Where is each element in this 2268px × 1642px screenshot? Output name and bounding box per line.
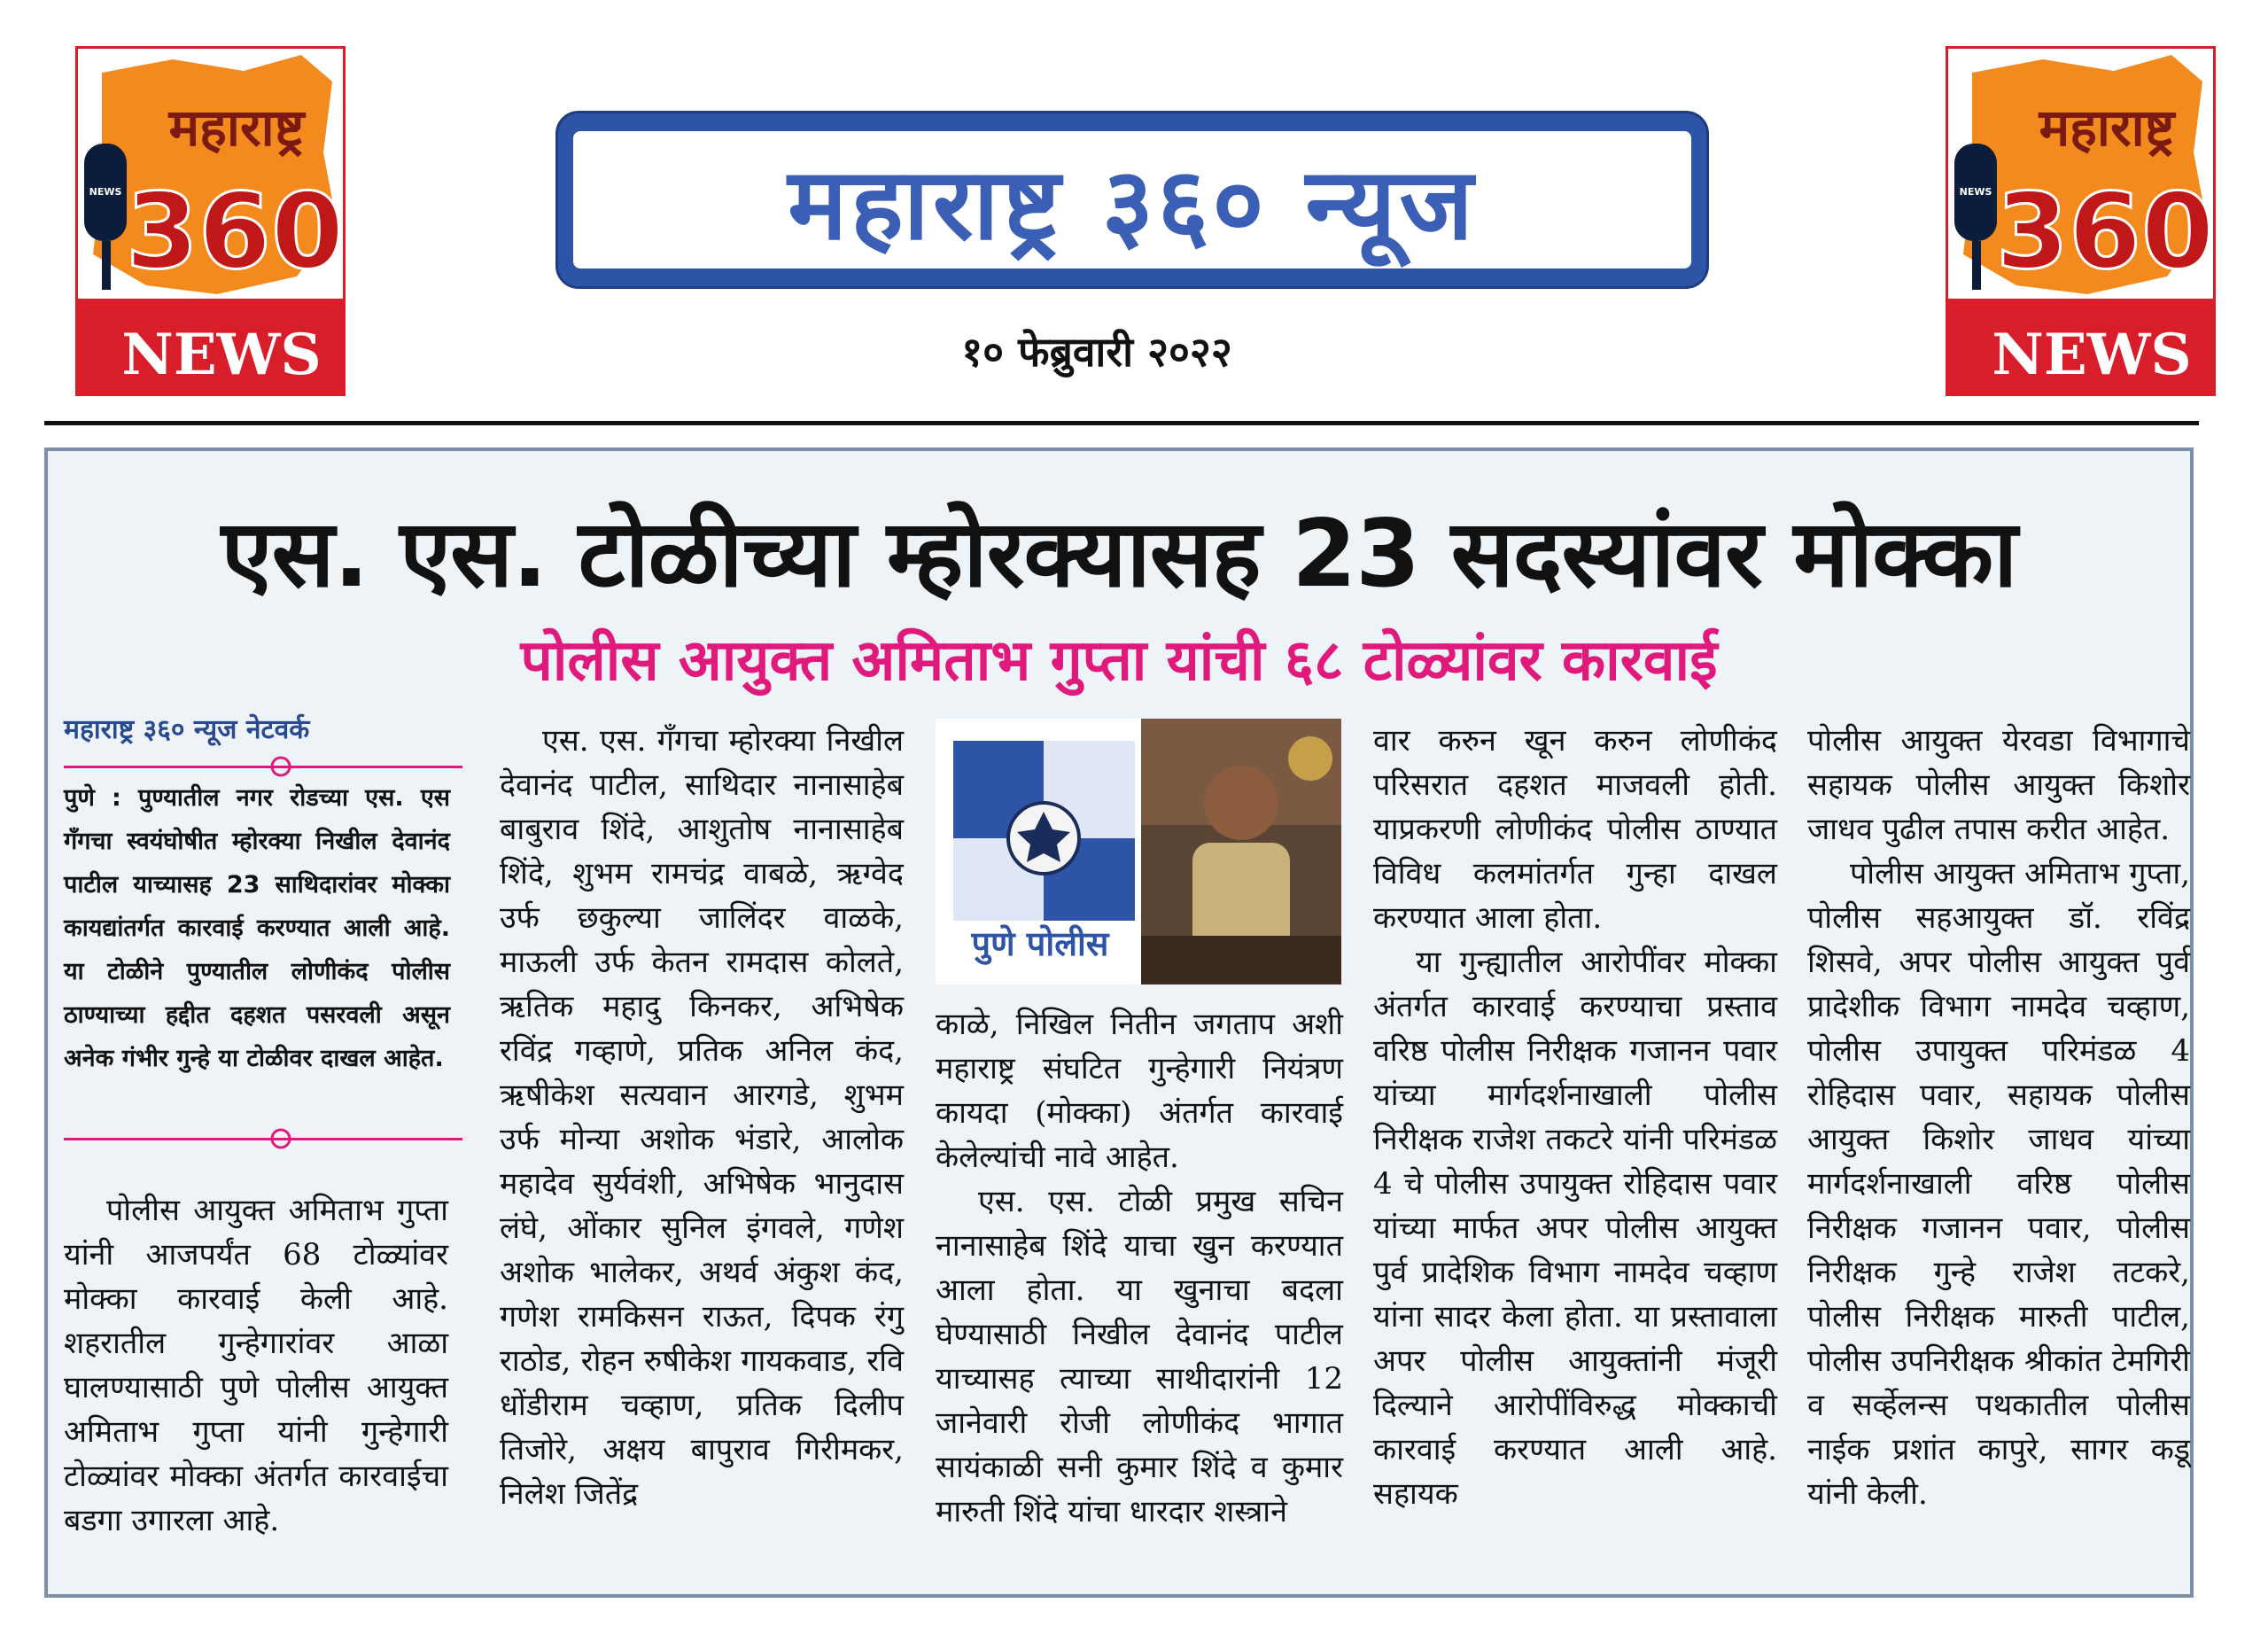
logo-mic-label: NEWS bbox=[89, 186, 122, 198]
article-column-5 bbox=[1807, 719, 2190, 1516]
intro-divider bbox=[64, 1138, 462, 1140]
column-paragraph: पोलीस आयुक्त अमिताभ गुप्ता, पोलीस सहआयुक्त डॉ. रविंद्र शिसवे, अपर पोलीस आयुक्त पुर्व प्रादेशीक विभाग नामदेव चव्हाण, पोलीस उपायुक्त परिमंडळ 4 रोहिदास पवार, सहायक पोलीस आयुक्त किशोर जाधव यांच्या मार्गदर्शनाखाली वरिष्ठ पोलीस निरीक्षक गजानन पवार, पोलीस निरीक्षक गुन्हे राजेश तटकरे, पोलीस निरीक्षक मारुती पाटील, पोलीस उपनिरीक्षक श्रीकांत टेमगिरी व सर्व्हेलन्स पथकातील पोलीस नाईक प्रशांत कापुरे, सागर कडू यांनी केली. bbox=[1807, 856, 2190, 1512]
column-paragraph: वार करुन खून करुन लोणीकंद परिसरात दहशत माजवली होती. याप्रकरणी लोणीकंद पोलीस ठाण्यात विविध कलमांतर्गत गुन्हा दाखल करण्यात आला होता. bbox=[1373, 723, 1777, 936]
masthead-banner bbox=[555, 111, 1709, 289]
masthead-inner bbox=[573, 131, 1691, 268]
photo-logo-caption: पुणे पोलीस bbox=[971, 924, 1109, 963]
logo-badge: NEWS bbox=[1992, 322, 2192, 388]
issue-date: १० फेब्रुवारी २०२२ bbox=[961, 328, 1232, 376]
logo-line1: महाराष्ट्र bbox=[168, 97, 305, 158]
column-paragraph: एस. एस. गँगचा म्होरक्या निखील देवानंद पाटील, साथिदार नानासाहेब बाबुराव शिंदे, आशुतोष नानासाहेब शिंदे, शुभम रामचंद्र वाबळे, ऋग्वेद उर्फ छकुल्या जालिंदर वाळके, माऊली उर्फ केतन रामदास कोलते, ऋतिक महादु किनकर, अभिषेक रविंद्र गव्हाणे, प्रतिक अनिल कंद, ऋषीकेश सत्यवान आरगडे, शुभम उर्फ मोन्या अशोक भंडारे, आलोक महादेव सुर्यवंशी, अभिषेक भानुदास लंघे, ओंकार सुनिल इंगवले, गणेश अशोक भालेकर, अथर्व अंकुश कंद, गणेश रामकिसन राऊत, दिपक रंगु राठोड, रोहन रुषीकेश गायकवाड, रवि धोंडीराम चव्हाण, प्रतिक दिलीप तिजोरे, अक्षय बापुराव गिरीमकर, निलेश जितेंद्र bbox=[500, 723, 904, 1512]
column-paragraph: एस. एस. टोळी प्रमुख सचिन नानासाहेब शिंदे याचा खुन करण्यात आला होता. या खुनाचा बदला घेण्यासाठी निखील देवानंद पाटील याच्यासह त्याच्या साथीदारांनी 12 जानेवारी रोजी लोणीकंद भागात सायंकाळी सनी कुमार शिंदे व कुमार मारुती शिंदे यांचा धारदार शस्त्राने bbox=[936, 1184, 1343, 1529]
news-logo-right bbox=[1946, 46, 2216, 396]
logo-mic-label: NEWS bbox=[1959, 186, 1992, 198]
logo-line1: महाराष्ट्र bbox=[2039, 97, 2175, 158]
article-photo bbox=[936, 719, 1341, 984]
column-paragraph: या गुन्ह्यातील आरोपींवर मोक्का अंतर्गत कारवाई करण्याचा प्रस्ताव वरिष्ठ पोलीस निरीक्षक गजानन पवार यांच्या मार्गदर्शनाखाली पोलीस निरीक्षक राजेश तकटरे यांनी परिमंडळ 4 चे पोलीस उपायुक्त रोहिदास पवार यांच्या मार्फत अपर पोलीस आयुक्त पुर्व प्रादेशिक विभाग नामदेव चव्हाण यांना सादर केला होता. या प्रस्तावाला अपर पोलीस आयुक्तांनी मंजूरी दिल्याने आरोपींविरुद्ध मोक्काची कारवाई करण्यात आली आहे. सहायक bbox=[1373, 945, 1777, 1512]
article-subheadline: पोलीस आयुक्त अमिताभ गुप्ता यांची ६८ टोळ्यांवर कारवाई bbox=[520, 628, 1718, 694]
article-byline: महाराष्ट्र ३६० न्यूज नेटवर्क bbox=[64, 714, 310, 745]
article-column-1 bbox=[64, 1188, 448, 1543]
column-paragraph: पोलीस आयुक्त येरवडा विभागाचे सहायक पोलीस आयुक्त किशोर जाधव पुढील तपास करीत आहेत. bbox=[1807, 723, 2190, 847]
article-column-2 bbox=[500, 719, 904, 1516]
header-rule bbox=[44, 421, 2199, 425]
column-paragraph: पोलीस आयुक्त अमिताभ गुप्ता यांनी आजपर्यंत 68 टोळ्यांवर मोक्का कारवाई केली आहे. शहरातील गुन्हेगारांवर आळा घालण्यासाठी पुणे पोलीस आयुक्त अमिताभ गुप्ता यांनी गुन्हेगारी टोळ्यांवर मोक्का अंतर्गत कारवाईचा बडगा उगारला आहे. bbox=[64, 1193, 448, 1538]
article-column-4 bbox=[1373, 719, 1777, 1516]
logo-number: 360 bbox=[125, 170, 345, 292]
logo-badge: NEWS bbox=[121, 322, 322, 388]
article-headline: एस. एस. टोळीच्या म्होरक्यासह 23 सदस्यांवर मोक्का bbox=[221, 500, 2017, 608]
article-intro: पुणे : पुण्यातील नगर रोडच्या एस. एस गँगचा स्वयंघोषीत म्होरक्या निखील देवानंद पाटील याच्यासह 23 साथिदारांवर मोक्का कायद्यांतर्गत कारवाई करण्यात आली आहे. या टोळीने पुण्यातील लोणीकंद पोलीस ठाण्याच्या हद्दीत दहशत पसरवली असून अनेक गंभीर गुन्हे या टोळीवर दाखल आहेत. bbox=[64, 784, 450, 1072]
article-column-3 bbox=[936, 1002, 1343, 1534]
byline-divider bbox=[64, 766, 462, 768]
divider-ornament-icon bbox=[268, 1125, 294, 1152]
article-box bbox=[44, 447, 2194, 1598]
news-logo-left bbox=[75, 46, 346, 396]
logo-number: 360 bbox=[1995, 170, 2215, 292]
masthead-title: महाराष्ट्र ३६० न्यूज bbox=[788, 147, 1477, 262]
column-paragraph: काळे, निखिल नितीन जगताप अशी महाराष्ट्र संघटित गुन्हेगारी नियंत्रण कायदा (मोक्का) अंतर्गत कारवाई केलेल्यांची नावे आहेत. bbox=[936, 1007, 1343, 1175]
